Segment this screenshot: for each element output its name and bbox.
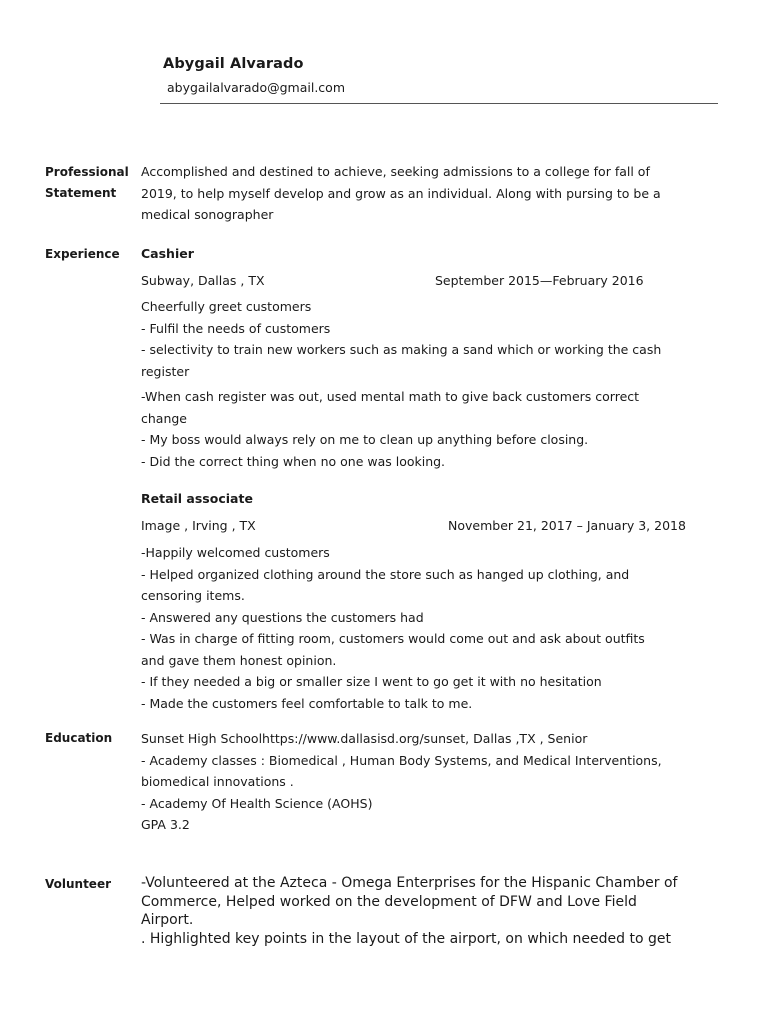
applicant-name: Abygail Alvarado [163,56,304,72]
job-dates: September 2015—February 2016 [435,273,644,288]
job-duty: - Did the correct thing when no one was looking. [141,453,446,469]
job-duties-list [141,542,645,714]
education-line: - Academy Of Health Science (AOHS) [141,795,373,811]
professional-statement-text [141,161,661,226]
volunteer-line: . Highlighted key points in the layout of the airport, on which needed to get [141,930,671,947]
education-line: Sunset High Schoolhttps://www.dallasisd.org/sunset, Dallas ,TX , Senior [141,731,588,746]
section-label-experience: Experience [45,247,120,261]
section-label-statement: Statement [45,186,117,200]
job-duty: change [141,410,188,426]
job-duty: - Fulfil the needs of customers [141,320,331,336]
job-duty: - Answered any questions the customers had [141,609,424,625]
job-duty: - Made the customers feel comfortable to talk to me. [141,695,473,711]
job-duty: - Helped organized clothing around the store such as hanged up clothing, and [141,566,630,582]
job-duty: - If they needed a big or smaller size I went to go get it with no hesitation [141,674,602,689]
header-divider [160,103,718,104]
volunteer-line: Airport. [141,912,194,928]
section-label-professional: Professional [45,165,129,179]
job-duty: - selectivity to train new workers such as making a sand which or working the cash [141,342,662,357]
job-title-retail-associate: Retail associate [141,491,253,506]
job-duty: censoring items. [141,588,245,603]
section-label-volunteer: Volunteer [45,877,112,891]
job-location: Image , Irving , TX [141,518,256,533]
section-label-education: Education [45,731,113,745]
education-details [141,728,662,836]
education-line: GPA 3.2 [141,817,190,832]
job-duty: - My boss would always rely on me to clean up anything before closing. [141,432,589,447]
volunteer-line: -Volunteered at the Azteca - Omega Enterprises for the Hispanic Chamber of [141,875,678,891]
job-duty: Cheerfully greet customers [141,299,312,314]
job-location: Subway, Dallas , TX [141,273,265,288]
applicant-email: abygailalvarado@gmail.com [167,80,345,95]
statement-line: 2019, to help myself develop and grow as an individual. Along with pursing to be a [141,185,661,201]
volunteer-details [141,874,677,948]
statement-line: Accomplished and destined to achieve, seeking admissions to a college for fall of [141,164,650,179]
job-duty: -Happily welcomed customers [141,545,330,560]
volunteer-line: Commerce, Helped worked on the development of DFW and Love Field [141,893,637,910]
job-duty: and gave them honest opinion. [141,652,337,668]
statement-line: medical sonographer [141,207,274,222]
job-dates: November 21, 2017 – January 3, 2018 [448,518,686,533]
job-duty: register [141,363,190,379]
job-duty: -When cash register was out, used mental math to give back customers correct [141,389,640,404]
education-line: biomedical innovations . [141,774,294,789]
education-line: - Academy classes : Biomedical , Human Body Systems, and Medical Interventions, [141,752,662,768]
job-title-cashier: Cashier [141,246,194,261]
job-duties-list [141,296,661,472]
job-duty: - Was in charge of fitting room, customers would come out and ask about outfits [141,631,645,646]
